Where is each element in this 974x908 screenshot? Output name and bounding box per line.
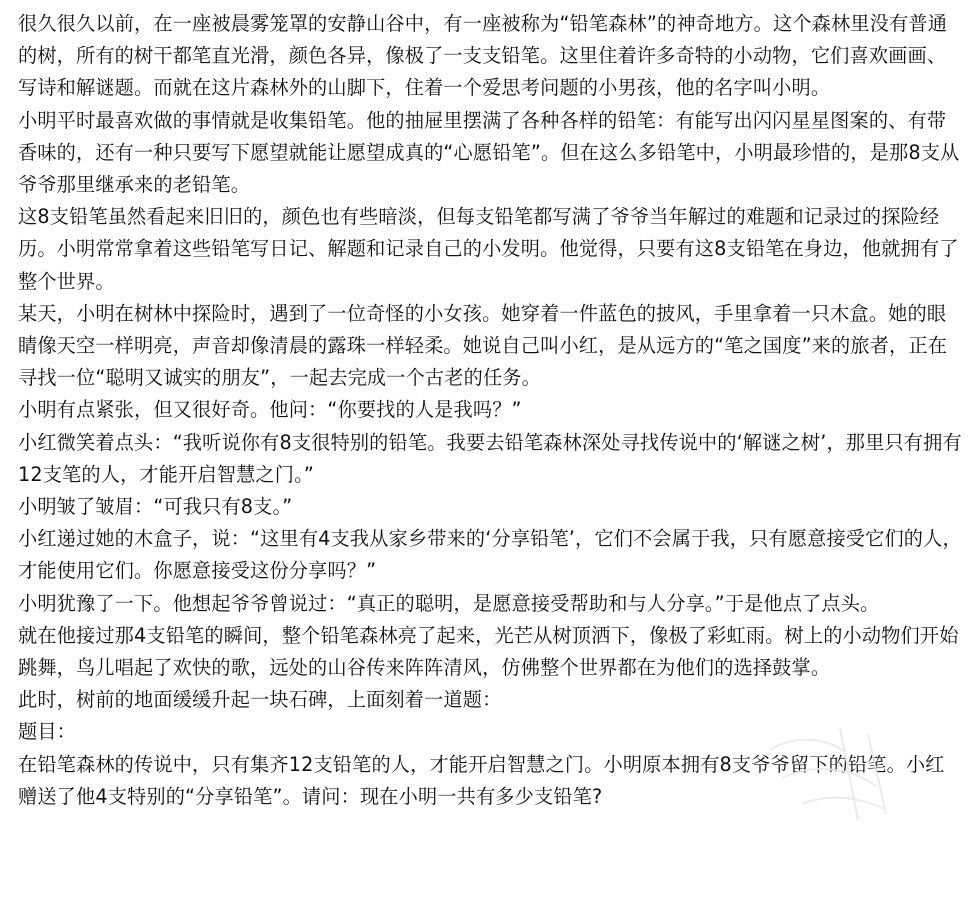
- paragraph-7: 小明皱了皱眉：“可我只有8支。”: [18, 495, 293, 519]
- paragraph-5: 小明有点紧张，但又很好奇。他问：“你要找的人是我吗？”: [18, 398, 522, 422]
- paragraph-13: 在铅笔森林的传说中，只有集齐12支铅笔的人，才能开启智慧之门。小明原本拥有8支爷爷留下的铅笔。小红赠送了他4支特别的“分享铅笔”。请问：现在小明一共有多少支铅笔?: [18, 752, 945, 808]
- paragraph-9: 小明犹豫了一下。他想起爷爷曾说过：“真正的聪明，是愿意接受帮助和与人分享。”于是他点了点头。: [18, 591, 880, 615]
- paragraph-8: 小红递过她的木盒子，说：“这里有4支我从家乡带来的‘分享铅笔’，它们不会属于我，只有愿意接受它们的人，才能使用它们。你愿意接受这份分享吗？”: [18, 527, 962, 583]
- paragraph-10: 就在他接过那4支铅笔的瞬间，整个铅笔森林亮了起来，光芒从树顶洒下，像极了彩虹雨。树上的小动物们开始跳舞，鸟儿唱起了欢快的歌，远处的山谷传来阵阵清风，仿佛整个世界都在为他们的选择鼓掌。: [18, 623, 959, 680]
- paragraph-2: 小明平时最喜欢做的事情就是收集铅笔。他的抽屉里摆满了各种各样的铅笔：有能写出闪闪星星图案的、有带香味的，还有一种只要写下愿望就能让愿望成真的“心愿铅笔”。但在这么多铅笔中，小明最珍惜的，是那8支从爷爷那里继承来的老铅笔。: [18, 108, 960, 197]
- paragraph-4: 某天，小明在树林中探险时，遇到了一位奇怪的小女孩。她穿着一件蓝色的披风，手里拿着一只木盒。她的眼睛像天空一样明亮，声音却像清晨的露珠一样轻柔。她说自己叫小红，是从远方的“笔之国度”来的旅者，正在寻找一位“聪明又诚实的朋友”，一起去完成一个古老的任务。: [18, 301, 948, 390]
- paragraph-11: 此时，树前的地面缓缓升起一块石碑，上面刻着一道题：: [18, 688, 502, 712]
- paragraph-3: 这8支铅笔虽然看起来旧旧的，颜色也有些暗淡，但每支铅笔都写满了爷爷当年解过的难题和记录过的探险经历。小明常常拿着这些铅笔写日记、解题和记录自己的小发明。他觉得，只要有这8支铅笔在身边，他就拥有了整个世界。: [18, 205, 959, 293]
- story-text: [18, 8, 962, 813]
- paragraph-1: 很久很久以前，在一座被晨雾笼罩的安静山谷中，有一座被称为“铅笔森林”的神奇地方。这个森林里没有普通的树，所有的树干都笔直光滑，颜色各异，像极了一支支铅笔。这里住着许多奇特的小动物，它们喜欢画画、写诗和解谜题。而就在这片森林外的山脚下，住着一个爱思考问题的小男孩，他的名字叫小明。: [18, 12, 948, 100]
- paragraph-12: 题目：: [18, 720, 77, 744]
- paragraph-6: 小红微笑着点头：“我听说你有8支很特别的铅笔。我要去铅笔森林深处寻找传说中的‘解谜之树’，那里只有拥有12支笔的人，才能开启智慧之门。”: [18, 430, 962, 486]
